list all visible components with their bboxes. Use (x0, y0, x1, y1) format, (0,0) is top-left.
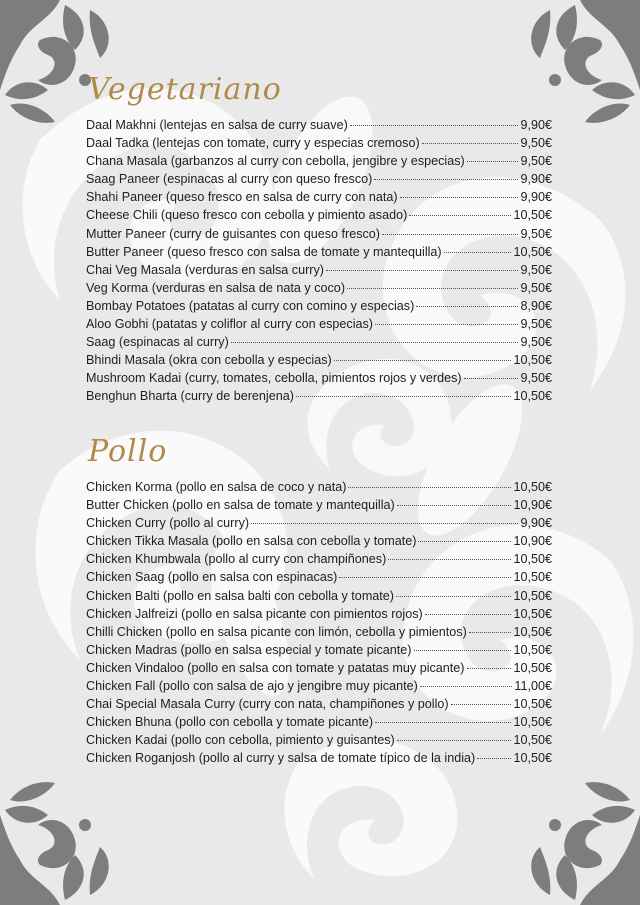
dish-name: Veg Korma (verduras en salsa de nata y coco) (86, 280, 346, 295)
dish-price: 9,50€ (520, 335, 552, 350)
menu-item (86, 369, 552, 387)
menu-item (86, 713, 552, 731)
dish-price: 10,50€ (513, 642, 552, 657)
corner-ornament-bottom-left (0, 775, 130, 905)
section-title: Pollo (88, 434, 168, 469)
dish-price: 10,50€ (513, 660, 552, 675)
dot-leader (400, 197, 519, 198)
menu-item (86, 315, 552, 333)
dot-leader (348, 487, 511, 488)
corner-ornament-bottom-right (510, 775, 640, 905)
dish-price: 9,90€ (520, 172, 552, 187)
dish-price: 9,90€ (520, 190, 552, 205)
menu-item (86, 514, 552, 532)
dish-name: Daal Tadka (lentejas con tomate, curry y especias cremoso) (86, 136, 420, 151)
menu-item (86, 261, 552, 279)
dish-price: 10,50€ (513, 624, 552, 639)
dot-leader (339, 577, 511, 578)
menu-item (86, 695, 552, 713)
dish-name: Saag (espinacas al curry) (86, 335, 229, 350)
dish-price: 10,50€ (513, 244, 552, 259)
dish-price: 10,50€ (513, 389, 552, 404)
dot-leader (397, 505, 512, 506)
dish-price: 8,90€ (520, 298, 552, 313)
menu-item (86, 333, 552, 351)
dish-price: 10,50€ (513, 606, 552, 621)
dish-name: Chai Special Masala Curry (curry con nata, champiñones y pollo) (86, 697, 449, 712)
dish-price: 10,90€ (513, 498, 552, 513)
menu-item (86, 731, 552, 749)
dish-price: 10,50€ (513, 552, 552, 567)
menu-item (86, 243, 552, 261)
dish-price: 11,00€ (514, 679, 552, 694)
dish-price: 10,50€ (513, 697, 552, 712)
dish-name: Mushroom Kadai (curry, tomates, cebolla, pimientos rojos y verdes) (86, 371, 462, 386)
dish-price: 10,50€ (513, 751, 552, 766)
dot-leader (467, 668, 512, 669)
dish-price: 9,50€ (520, 371, 552, 386)
menu-item (86, 170, 552, 188)
menu-item (86, 587, 552, 605)
dish-name: Chicken Curry (pollo al curry) (86, 516, 250, 531)
dish-name: Chana Masala (garbanzos al curry con cebolla, jengibre y especias) (86, 154, 465, 169)
dish-name: Butter Chicken (pollo en salsa de tomate y mantequilla) (86, 498, 395, 513)
dot-leader (464, 378, 519, 379)
menu-item (86, 134, 552, 152)
dish-price: 10,50€ (513, 733, 552, 748)
dot-leader (420, 686, 513, 687)
dot-leader (251, 523, 518, 524)
dot-leader (388, 559, 511, 560)
menu-item (86, 749, 552, 767)
menu-item (86, 641, 552, 659)
dish-name: Chicken Balti (pollo en salsa balti con cebolla y tomate) (86, 588, 395, 603)
dot-leader (414, 650, 512, 651)
dot-leader (396, 596, 511, 597)
menu-item-list (86, 116, 552, 406)
dot-leader (347, 288, 518, 289)
dish-price: 9,50€ (520, 280, 552, 295)
dot-leader (444, 252, 512, 253)
section-title: Vegetariano (88, 72, 282, 107)
menu-item (86, 206, 552, 224)
dish-name: Chicken Bhuna (pollo con cebolla y tomate picante) (86, 715, 374, 730)
dish-price: 9,50€ (520, 262, 552, 277)
dish-name: Bombay Potatoes (patatas al curry con comino y especias) (86, 298, 415, 313)
dish-name: Mutter Paneer (curry de guisantes con queso fresco) (86, 226, 380, 241)
dish-name: Chicken Fall (pollo con salsa de ajo y jengibre muy picante) (86, 679, 418, 694)
dish-name: Butter Paneer (queso fresco con salsa de tomate y mantequilla) (86, 244, 442, 259)
dish-price: 10,50€ (513, 588, 552, 603)
dot-leader (416, 306, 518, 307)
dish-name: Daal Makhni (lentejas en salsa de curry suave) (86, 118, 348, 132)
menu-section-vegetariano (86, 70, 552, 406)
menu-item (86, 387, 552, 405)
dot-leader (422, 143, 519, 144)
menu-item (86, 188, 552, 206)
dish-price: 9,50€ (520, 136, 552, 151)
dish-price: 9,90€ (520, 516, 552, 531)
dot-leader (375, 722, 511, 723)
dot-leader (375, 324, 518, 325)
menu-item (86, 297, 552, 315)
dot-leader (231, 342, 519, 343)
menu-item (86, 659, 552, 677)
menu-item (86, 225, 552, 243)
dish-price: 10,90€ (513, 534, 552, 549)
dot-leader (374, 179, 518, 180)
menu-item (86, 550, 552, 568)
dish-price: 9,50€ (520, 154, 552, 169)
dish-name: Aloo Gobhi (patatas y coliflor al curry con especias) (86, 317, 373, 332)
dot-leader (477, 758, 511, 759)
dish-price: 10,50€ (513, 353, 552, 368)
dish-name: Chicken Jalfreizi (pollo en salsa picante con pimientos rojos) (86, 606, 423, 621)
dish-name: Cheese Chili (queso fresco con cebolla y pimiento asado) (86, 208, 408, 223)
menu-section-pollo (86, 432, 552, 768)
dot-leader (296, 396, 512, 397)
dish-price: 10,50€ (513, 480, 552, 494)
menu-item (86, 152, 552, 170)
dot-leader (467, 161, 519, 162)
dot-leader (334, 360, 512, 361)
dish-price: 9,50€ (520, 317, 552, 332)
menu-item (86, 496, 552, 514)
dot-leader (469, 632, 512, 633)
dot-leader (350, 125, 519, 126)
menu-item (86, 116, 552, 134)
dish-name: Saag Paneer (espinacas al curry con queso fresco) (86, 172, 373, 187)
menu-item (86, 623, 552, 641)
dish-name: Chicken Saag (pollo en salsa con espinacas) (86, 570, 338, 585)
dish-price: 9,90€ (520, 118, 552, 132)
menu-item (86, 351, 552, 369)
dish-name: Chilli Chicken (pollo en salsa picante con limón, cebolla y pimientos) (86, 624, 467, 639)
dot-leader (418, 541, 511, 542)
dish-price: 9,50€ (520, 226, 552, 241)
dish-name: Chai Veg Masala (verduras en salsa curry) (86, 262, 324, 277)
dot-leader (425, 614, 512, 615)
menu-item (86, 568, 552, 586)
menu-item-list (86, 478, 552, 768)
dish-name: Chicken Vindaloo (pollo en salsa con tomate y patatas muy picante) (86, 660, 465, 675)
menu-item (86, 605, 552, 623)
dish-price: 10,50€ (513, 570, 552, 585)
dish-name: Chicken Korma (pollo en salsa de coco y nata) (86, 480, 347, 494)
dot-leader (397, 740, 512, 741)
dish-name: Chicken Roganjosh (pollo al curry y salsa de tomate típico de la india) (86, 751, 476, 766)
dish-name: Benghun Bharta (curry de berenjena) (86, 389, 294, 404)
dish-name: Shahi Paneer (queso fresco en salsa de curry con nata) (86, 190, 398, 205)
dish-name: Bhindi Masala (okra con cebolla y especias) (86, 353, 332, 368)
dish-price: 10,50€ (513, 715, 552, 730)
dish-name: Chicken Madras (pollo en salsa especial y tomate picante) (86, 642, 412, 657)
dot-leader (382, 234, 518, 235)
menu-item (86, 279, 552, 297)
menu-item (86, 478, 552, 496)
dot-leader (326, 270, 519, 271)
dish-name: Chicken Tikka Masala (pollo en salsa con cebolla y tomate) (86, 534, 417, 549)
menu-item (86, 677, 552, 695)
dish-name: Chicken Kadai (pollo con cebolla, pimiento y guisantes) (86, 733, 395, 748)
dish-name: Chicken Khumbwala (pollo al curry con champiñones) (86, 552, 387, 567)
menu-item (86, 532, 552, 550)
dot-leader (451, 704, 512, 705)
dot-leader (409, 215, 511, 216)
dish-price: 10,50€ (513, 208, 552, 223)
